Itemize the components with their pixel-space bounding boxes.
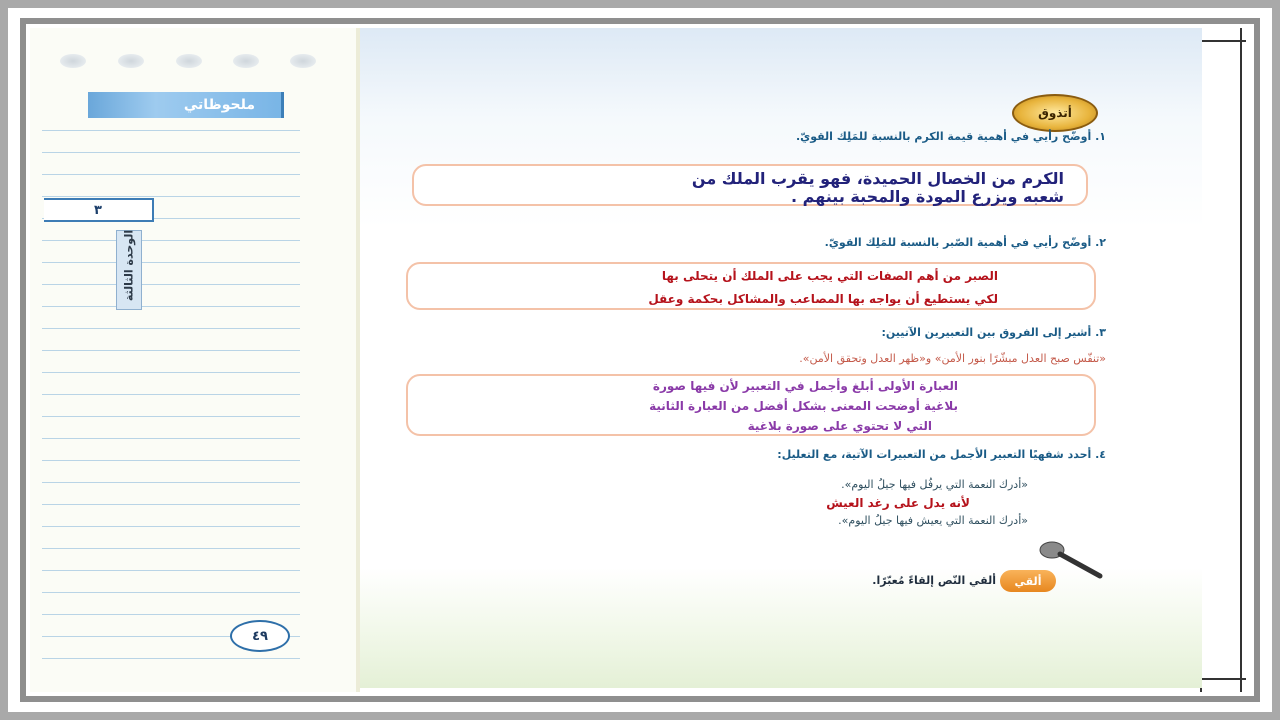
note-line xyxy=(42,394,300,395)
question-1: ١. أوضّح رأيي في أهمية قيمة الكرم بالنسبة للمَلِك القويّ. xyxy=(795,130,1106,143)
binder-hole xyxy=(233,54,259,68)
note-line xyxy=(42,658,300,659)
question-4: ٤. أحدد شفهيًا التعبير الأجمل من التعبيرات الآتية، مع التعليل: xyxy=(777,448,1106,461)
answer-2-line-1: الصبر من أهم الصفات التي يجب على الملك أن يتحلى بها xyxy=(661,269,998,283)
notes-sidebar xyxy=(30,28,360,692)
book-page xyxy=(30,28,1246,692)
binder-hole xyxy=(118,54,144,68)
unit-number-tab: ٣ xyxy=(44,198,154,222)
question-3: ٣. أشير إلى الفروق بين التعبيرين الآتيين: xyxy=(881,326,1106,339)
answer-box-2 xyxy=(406,262,1096,310)
note-line xyxy=(42,196,300,197)
note-line xyxy=(42,152,300,153)
note-line xyxy=(42,130,300,131)
note-line xyxy=(42,284,300,285)
answer-1-line-2: شعبه ويزرع المودة والمحبة بينهم . xyxy=(791,187,1064,206)
recite-tag: ألقي xyxy=(1000,570,1056,592)
note-line xyxy=(42,174,300,175)
note-line xyxy=(42,350,300,351)
note-line xyxy=(42,504,300,505)
note-line xyxy=(42,372,300,373)
note-line xyxy=(42,460,300,461)
binder-hole xyxy=(176,54,202,68)
answer-box-1 xyxy=(412,164,1088,206)
answer-3-line-3: التي لا تحتوي على صورة بلاغية xyxy=(747,419,932,433)
note-line xyxy=(42,240,300,241)
recite-instruction: ألقي النّص إلقاءً مُعبّرًا. xyxy=(872,574,996,587)
notes-label: ملحوظاتي xyxy=(88,92,284,118)
answer-2-line-2: لكي يستطيع أن يواجه بها المصاعب والمشاكل بحكمة وعقل xyxy=(648,292,998,306)
note-line xyxy=(42,438,300,439)
binder-hole xyxy=(60,54,86,68)
unit-vertical-tab xyxy=(116,230,142,310)
note-line xyxy=(42,548,300,549)
answer-box-3 xyxy=(406,374,1096,436)
note-line xyxy=(42,306,300,307)
note-line xyxy=(42,416,300,417)
note-line xyxy=(42,482,300,483)
page-number: ٤٩ xyxy=(230,620,290,652)
answer-3-line-2: بلاغية أوضحت المعنى بشكل أفضل من العبارة الثانية xyxy=(649,399,958,413)
note-line xyxy=(42,570,300,571)
expression-1: «أدرك النعمة التي يرفُل فيها جيلُ اليوم». xyxy=(841,478,1028,491)
expression-2: «أدرك النعمة التي يعيش فيها جيلُ اليوم». xyxy=(838,514,1028,527)
binder-hole xyxy=(290,54,316,68)
note-line xyxy=(42,592,300,593)
note-line xyxy=(42,614,300,615)
answer-1-line-1: الكرم من الخصال الحميدة، فهو يقرب الملك من xyxy=(691,169,1064,188)
unit-vertical-label: الوحدة الثالثة xyxy=(122,229,136,302)
lesson-content xyxy=(360,28,1202,688)
question-3-quote: «تنفّس صبح العدل مبشّرًا بنور الأمن» و«ظهر العدل وتحقق الأمن». xyxy=(799,352,1106,365)
question-2: ٢. أوضّح رأيي في أهمية الصّبر بالنسبة للمَلِك القويّ. xyxy=(824,236,1106,249)
answer-3-line-1: العبارة الأولى أبلغ وأجمل في التعبير لأن فيها صورة xyxy=(652,379,958,393)
question-4-answer: لأنه يدل على رغد العيش xyxy=(826,496,970,510)
right-rule xyxy=(1240,28,1242,692)
appreciate-badge: أتذوق xyxy=(1012,94,1098,132)
note-line xyxy=(42,262,300,263)
note-line xyxy=(42,526,300,527)
note-line xyxy=(42,328,300,329)
